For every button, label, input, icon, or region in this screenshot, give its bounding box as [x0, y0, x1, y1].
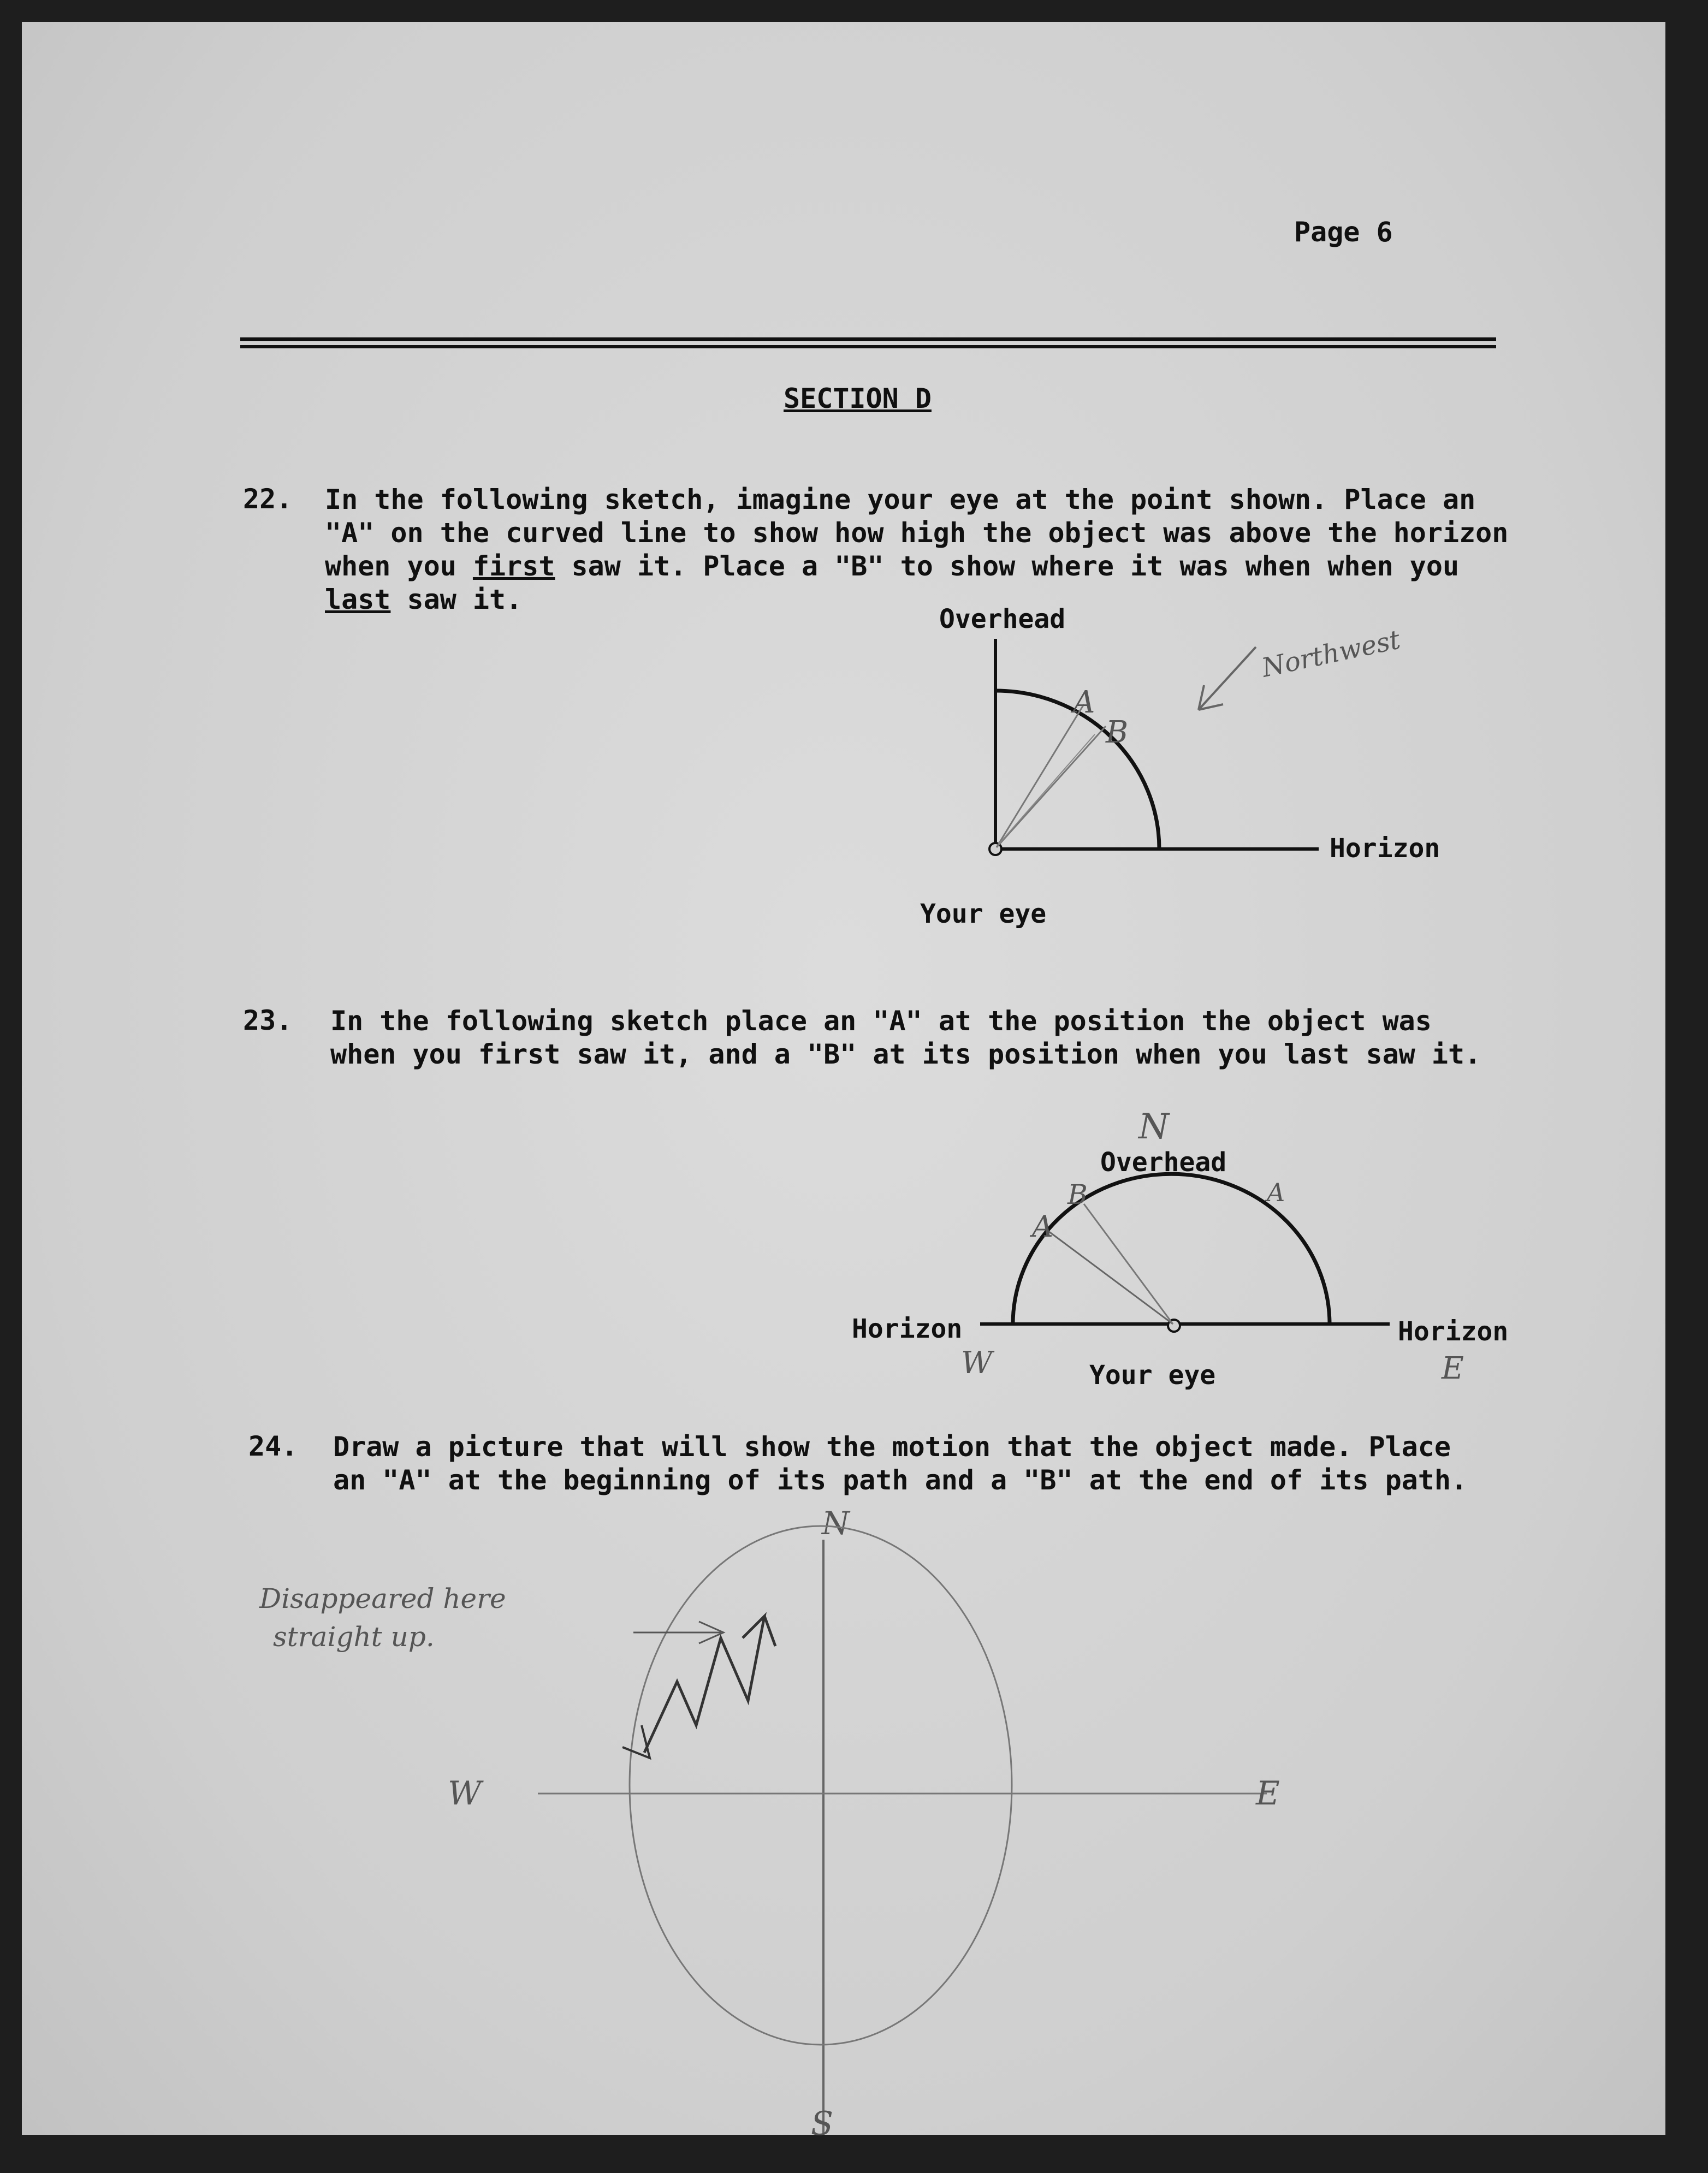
diagram-layer: [22, 22, 1665, 2143]
question-22-line: In the following sketch, imagine your eye at the point shown. Place an: [325, 484, 1476, 515]
sight-line-a: [997, 704, 1084, 847]
horizon-right-label: Horizon: [1398, 1316, 1509, 1347]
q22-diagram: [920, 604, 1440, 929]
handwritten-mark-n: N: [1138, 1107, 1169, 1147]
sight-line-b: [997, 726, 1106, 847]
question-24-number: 24.: [248, 1430, 298, 1462]
handwritten-n: N: [822, 1505, 850, 1542]
faint-mark-a-q23: A: [1267, 1178, 1285, 1207]
question-22-line: "A" on the curved line to show how high the object was above the horizon: [325, 517, 1509, 549]
handwritten-arrow: [1199, 647, 1256, 710]
handwritten-mark-w: W: [961, 1345, 993, 1381]
overhead-label: Overhead: [939, 604, 1066, 634]
overhead-label-q23: Overhead: [1100, 1147, 1227, 1178]
sky-circle: [630, 1526, 1012, 2045]
question-22-line: when you first saw it. Place a "B" to show where it was when when you: [325, 550, 1460, 582]
sight-line-a-q23: [1048, 1231, 1173, 1324]
sight-line-c: [999, 734, 1095, 844]
handwritten-mark-e: E: [1442, 1351, 1464, 1386]
sight-line-b-q23: [1084, 1204, 1173, 1324]
emphasis-first: first: [472, 550, 555, 582]
horizon-label: Horizon: [1330, 833, 1440, 864]
handwritten-mark-a: A: [1073, 685, 1095, 720]
handwritten-s: S: [811, 2105, 834, 2143]
handwritten-note-line1: Disappeared here: [259, 1583, 506, 1614]
page-number: Page 6: [1294, 216, 1393, 248]
your-eye-label-q23: Your eye: [1089, 1360, 1216, 1391]
question-23-line: In the following sketch place an "A" at the position the object was: [330, 1005, 1432, 1037]
handwritten-direction-note: Northwest: [1259, 624, 1403, 684]
section-title: SECTION D: [784, 383, 932, 414]
question-23-number: 23.: [243, 1005, 293, 1036]
handwritten-w: W: [448, 1774, 482, 1813]
q23-diagram: [852, 1107, 1508, 1391]
your-eye-label: Your eye: [920, 899, 1047, 929]
question-22-number: 22.: [243, 483, 293, 515]
path-start-arrow: [622, 1725, 650, 1758]
question-24-line: Draw a picture that will show the motion that the object made. Place: [333, 1431, 1451, 1463]
handwritten-e: E: [1256, 1774, 1280, 1813]
question-22-line: last saw it.: [325, 584, 523, 615]
q24-drawing: [259, 1505, 1280, 2143]
handwritten-mark-b-q23: B: [1068, 1179, 1088, 1210]
handwritten-mark-a-q23: A: [1032, 1209, 1053, 1244]
question-23-line: when you first saw it, and a "B" at its position when you last saw it.: [330, 1038, 1481, 1070]
handwritten-note-line2: straight up.: [273, 1621, 435, 1653]
document-page: [22, 22, 1665, 2143]
handwritten-mark-b: B: [1106, 715, 1129, 750]
emphasis-last: last: [325, 584, 391, 615]
horizon-left-label: Horizon: [852, 1314, 963, 1344]
question-24-line: an "A" at the beginning of its path and a "B" at the end of its path.: [333, 1464, 1468, 1496]
